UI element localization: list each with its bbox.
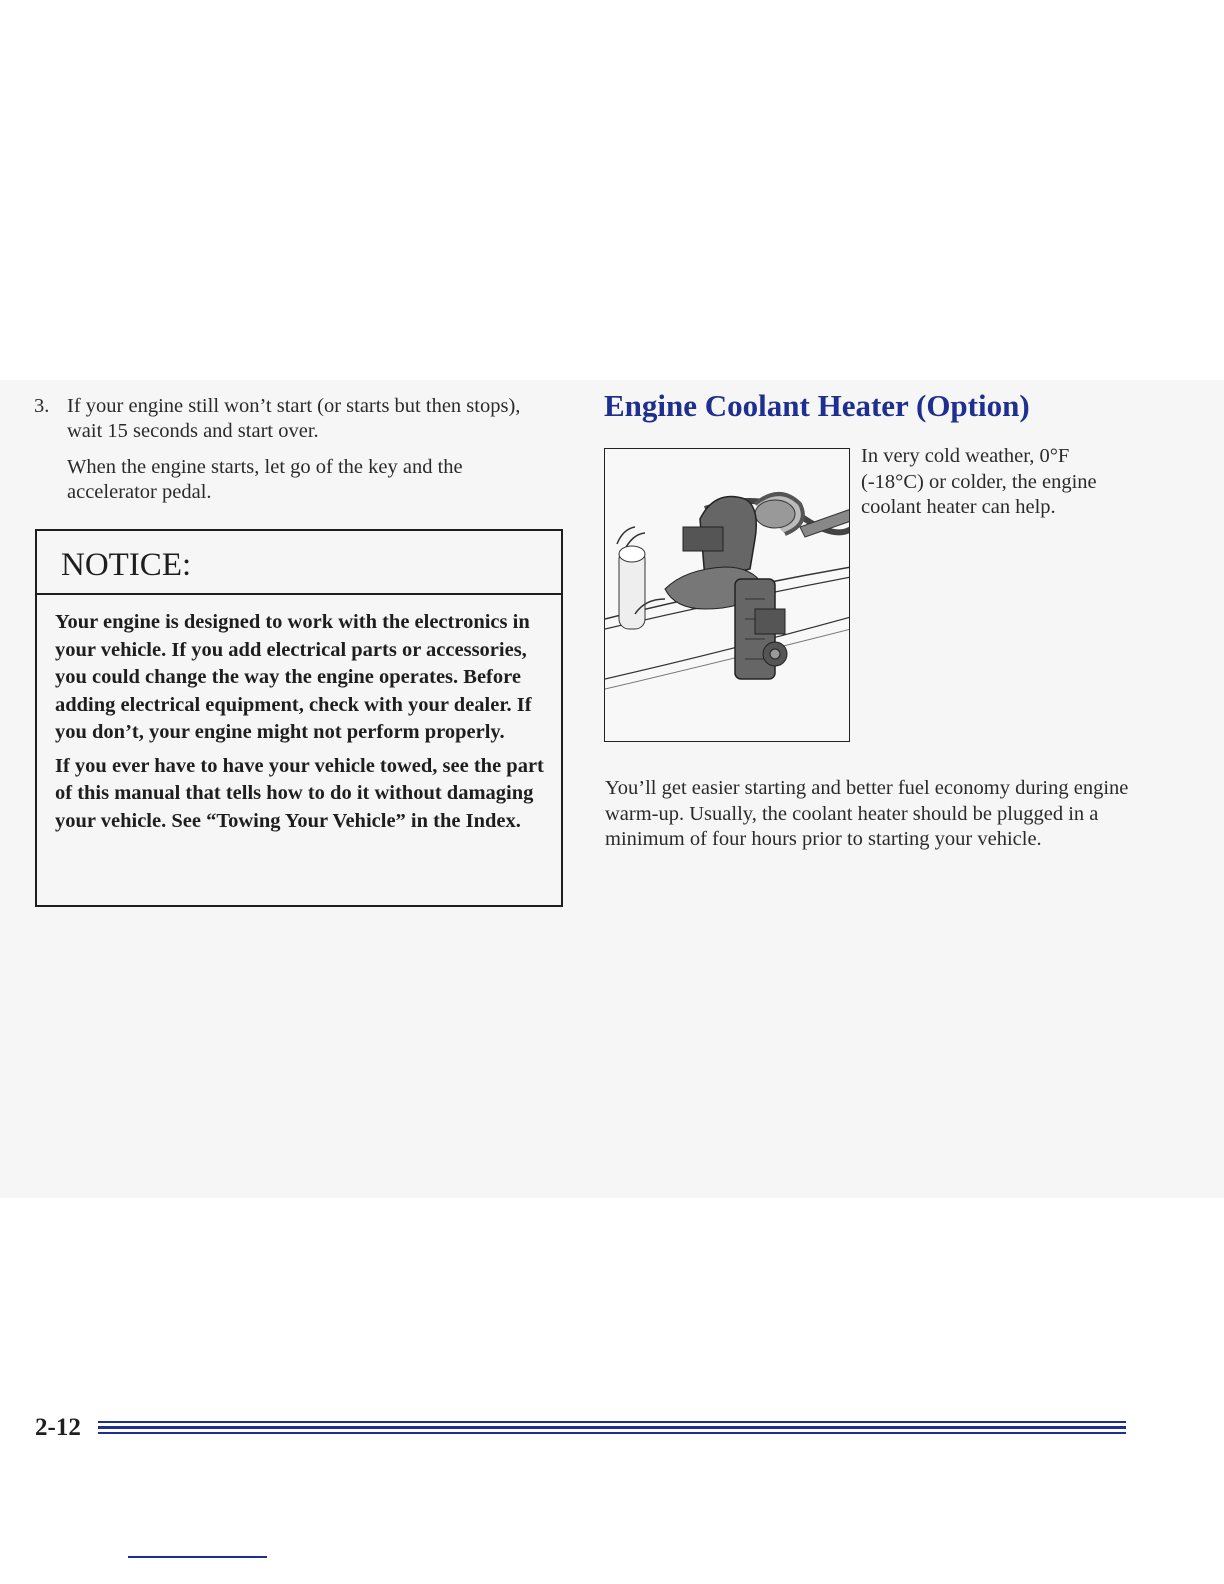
bottom-divider (128, 1556, 267, 1558)
notice-box (35, 529, 563, 907)
step-text: If your engine still won’t start (or starts but then stops), wait 15 seconds and start over. (67, 395, 521, 442)
notice-paragraph-2: If you ever have to have your vehicle towed, see the part of this manual that tells how to do it without damaging your vehicle. See “Towing Your Vehicle” in the Index. (55, 754, 544, 832)
footer-rule-bottom (98, 1432, 1126, 1434)
section-title: Engine Coolant Heater (Option) (604, 388, 1030, 423)
notice-paragraph-1: Your engine is designed to work with the electronics in your vehicle. If you add electrical parts or accessories, you could change the way the engine operates. Before adding electrical equipment, check with your dealer. If you don’t, your engine might not perform properly. (55, 611, 532, 743)
engine-start-paragraph: When the engine starts, let go of the key and the accelerator pedal. (67, 456, 463, 503)
step-number: 3. (34, 395, 50, 417)
page-number: 2-12 (35, 1414, 81, 1441)
footer-rule-top (98, 1421, 1126, 1423)
cold-weather-note: In very cold weather, 0°F (-18°C) or colder, the engine coolant heater can help. (861, 445, 1097, 518)
coolant-heater-illustration (604, 448, 850, 742)
coolant-heater-body: You’ll get easier starting and better fuel economy during engine warm-up. Usually, the coolant heater should be plugged in a minimum of four hours prior to starting your vehicle. (605, 777, 1129, 850)
manual-page (0, 380, 1224, 1441)
coolant-heater-drawing (605, 449, 850, 742)
footer-rule-middle (98, 1426, 1126, 1429)
notice-body (37, 595, 561, 835)
notice-heading: NOTICE: (37, 531, 561, 595)
